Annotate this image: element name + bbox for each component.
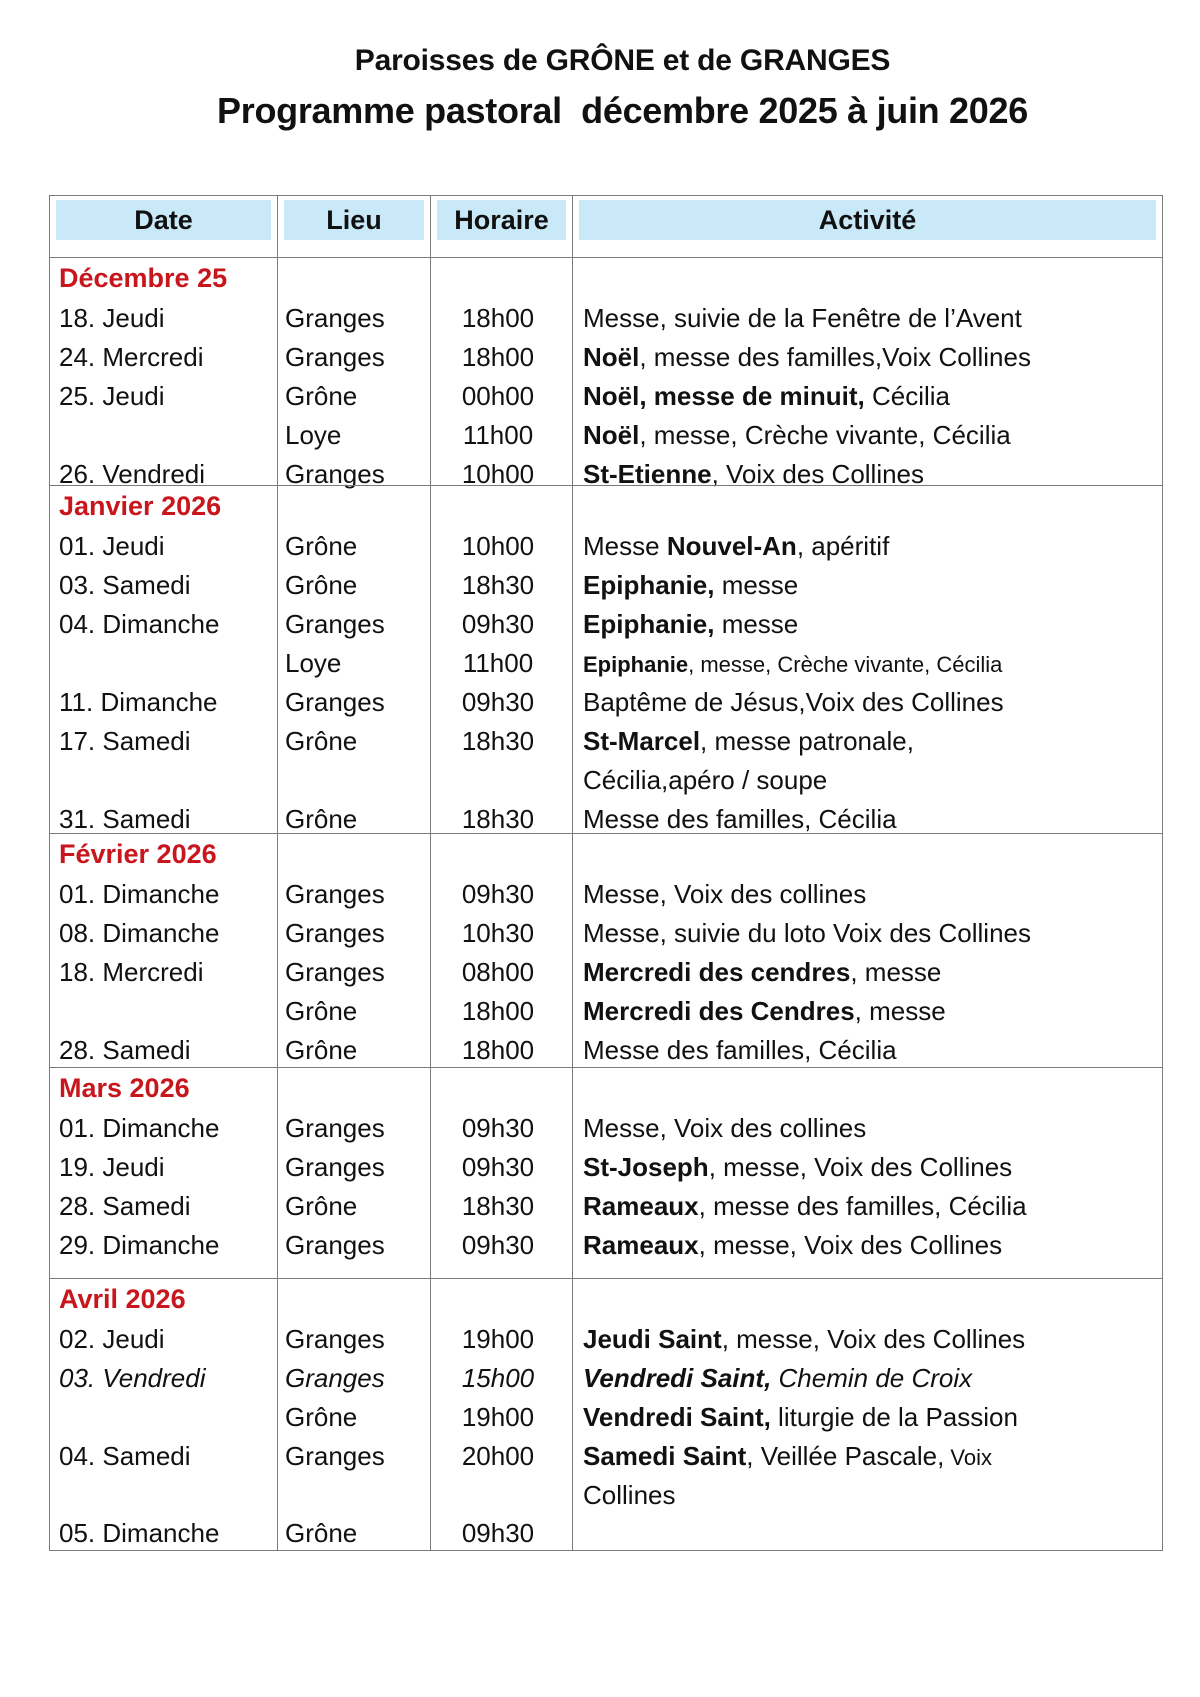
- table-row: [50, 1187, 1162, 1226]
- activite-text: , messe, Crèche vivante, Cécilia: [688, 652, 1003, 677]
- table-row: [50, 683, 1162, 722]
- activite-text: , messe des familles,Voix Collines: [639, 342, 1031, 372]
- activite-highlight: Epiphanie: [583, 652, 689, 677]
- activite-text: Messe, suivie de la Fenêtre de l’Avent: [583, 303, 1022, 333]
- activite-highlight: Rameaux: [583, 1230, 699, 1260]
- activite-cell: [583, 683, 1004, 722]
- date-cell: 01. Dimanche: [59, 879, 220, 909]
- date-cell: 17. Samedi: [59, 726, 191, 756]
- date-cell: 24. Mercredi: [59, 342, 204, 372]
- lieu-cell: Loye: [285, 420, 342, 450]
- horaire-cell: 18h00: [461, 1035, 535, 1065]
- horaire-cell: 09h30: [461, 1152, 535, 1182]
- lieu-cell: Granges: [285, 609, 385, 639]
- horaire-cell: 18h30: [461, 570, 535, 600]
- parish-title: Paroisses de GRÔNE et de GRANGES: [354, 44, 891, 77]
- lieu-cell: Grône: [285, 381, 358, 411]
- header-date: Date: [56, 200, 271, 240]
- month-title: Janvier 2026: [59, 491, 222, 521]
- month-title: Mars 2026: [59, 1073, 190, 1103]
- activite-highlight: Epiphanie,: [583, 570, 715, 600]
- date-cell: 03. Samedi: [59, 570, 191, 600]
- lieu-cell: Grône: [285, 531, 358, 561]
- activite-cell: [583, 1031, 897, 1070]
- table-row: [50, 527, 1162, 566]
- horaire-cell: 00h00: [461, 381, 535, 411]
- activite-cell: [583, 1359, 972, 1398]
- activite-highlight: Noël: [583, 420, 640, 450]
- lieu-cell: Grône: [285, 570, 358, 600]
- lieu-cell: Granges: [285, 1363, 385, 1393]
- activite-text: , messe: [854, 996, 946, 1026]
- table-row: [50, 644, 1162, 683]
- month-title: Avril 2026: [59, 1284, 186, 1314]
- lieu-cell: Granges: [285, 1324, 385, 1354]
- month-section: [50, 1067, 1162, 1278]
- horaire-cell: 11h00: [462, 648, 534, 678]
- activite-highlight: St-Etienne: [583, 459, 712, 489]
- date-cell: 02. Jeudi: [59, 1324, 165, 1354]
- activite-text: Messe des familles, Cécilia: [583, 804, 897, 834]
- activite-text: Chemin de Croix: [771, 1363, 973, 1393]
- month-section: [50, 1278, 1162, 1552]
- table-row: [50, 914, 1162, 953]
- lieu-cell: Granges: [285, 1113, 385, 1143]
- lieu-cell: Granges: [285, 459, 385, 489]
- activite-cell: [583, 1226, 1002, 1265]
- activite-cell: [583, 605, 798, 644]
- activite-text: , Voix des Collines: [711, 459, 925, 489]
- horaire-cell: 19h00: [461, 1324, 535, 1354]
- activite-highlight: Mercredi des cendres: [583, 957, 851, 987]
- activite-text: messe: [714, 570, 799, 600]
- horaire-cell: 09h30: [461, 1518, 535, 1548]
- table-row: [50, 722, 1162, 761]
- lieu-cell: Granges: [285, 1152, 385, 1182]
- date-cell: 08. Dimanche: [59, 918, 220, 948]
- activite-cell: [583, 416, 1011, 455]
- table-row: [50, 1031, 1162, 1070]
- lieu-cell: Granges: [285, 687, 385, 717]
- lieu-cell: Granges: [285, 342, 385, 372]
- horaire-cell: 10h00: [461, 531, 535, 561]
- date-cell: 11. Dimanche: [59, 687, 218, 717]
- table-row: [50, 992, 1162, 1031]
- activite-highlight: Noël: [583, 342, 640, 372]
- horaire-cell: 20h00: [461, 1441, 535, 1471]
- table-row: [50, 953, 1162, 992]
- date-cell: 28. Samedi: [59, 1035, 191, 1065]
- table-row: [50, 1398, 1162, 1437]
- activite-text: Messe, Voix des collines: [583, 879, 867, 909]
- activite-cell: [583, 338, 1031, 377]
- horaire-cell: 18h30: [461, 1191, 535, 1221]
- lieu-cell: Granges: [285, 1230, 385, 1260]
- horaire-cell: 10h30: [461, 918, 535, 948]
- horaire-cell: 09h30: [461, 1113, 535, 1143]
- date-cell: 04. Dimanche: [59, 609, 220, 639]
- activite-text: Messe, Voix des collines: [583, 1113, 867, 1143]
- activite-highlight: Rameaux: [583, 1191, 699, 1221]
- activite-cell: [583, 1187, 1027, 1226]
- activite-cell: [583, 1437, 992, 1477]
- activite-cell: [583, 914, 1031, 953]
- activite-continuation: Cécilia,apéro / soupe: [583, 765, 828, 795]
- horaire-cell: 09h30: [461, 687, 535, 717]
- activite-cell: [583, 1148, 1012, 1187]
- date-cell: 31. Samedi: [59, 804, 191, 834]
- horaire-cell: 18h00: [461, 342, 535, 372]
- horaire-cell: 15h00: [461, 1363, 535, 1393]
- month-section: [50, 833, 1162, 1067]
- table-row: [50, 566, 1162, 605]
- date-cell: 26. Vendredi: [59, 459, 206, 489]
- activite-highlight: Samedi Saint: [583, 1441, 747, 1471]
- activite-text: Messe des familles, Cécilia: [583, 1035, 897, 1065]
- date-cell: 03. Vendredi: [59, 1363, 206, 1393]
- lieu-cell: Grône: [285, 804, 358, 834]
- table-row: [50, 875, 1162, 914]
- activite-highlight: Jeudi Saint: [583, 1324, 722, 1354]
- activite-cell: [583, 299, 1022, 338]
- header-activite: Activité: [579, 200, 1156, 240]
- horaire-cell: 18h00: [461, 996, 535, 1026]
- table-row: [50, 1148, 1162, 1187]
- horaire-cell: 11h00: [462, 420, 534, 450]
- activite-text: , Veillée Pascale,: [746, 1441, 945, 1471]
- table-row: [50, 1109, 1162, 1148]
- date-cell: 25. Jeudi: [59, 381, 165, 411]
- activite-cell: [583, 1398, 1018, 1437]
- date-cell: 01. Dimanche: [59, 1113, 220, 1143]
- lieu-cell: Grône: [285, 1518, 358, 1548]
- activite-highlight: St-Marcel: [583, 726, 701, 756]
- table-row: [50, 299, 1162, 338]
- lieu-cell: Granges: [285, 303, 385, 333]
- activite-cell: [583, 527, 889, 566]
- activite-text: liturgie de la Passion: [770, 1402, 1018, 1432]
- lieu-cell: Grône: [285, 1402, 358, 1432]
- schedule-table: [49, 195, 1163, 1551]
- header-horaire: Horaire: [437, 200, 566, 240]
- date-cell: 18. Mercredi: [59, 957, 204, 987]
- table-row: [50, 1320, 1162, 1359]
- programme-title: Programme pastoral décembre 2025 à juin 2026: [217, 90, 1028, 131]
- table-row: [50, 1514, 1162, 1553]
- date-cell: 28. Samedi: [59, 1191, 191, 1221]
- lieu-cell: Loye: [285, 648, 342, 678]
- activite-text: messe: [714, 609, 799, 639]
- month-section: [50, 257, 1162, 489]
- lieu-cell: Grône: [285, 996, 358, 1026]
- table-row: [50, 1437, 1162, 1476]
- activite-cell: [583, 722, 914, 761]
- activite-cell: [583, 1109, 866, 1148]
- lieu-cell: Granges: [285, 1441, 385, 1471]
- table-row: [50, 1226, 1162, 1265]
- activite-continuation: Collines: [583, 1480, 676, 1510]
- activite-text: , messe, Voix des Collines: [708, 1152, 1013, 1182]
- activite-highlight: Noël, messe de minuit,: [583, 381, 865, 411]
- month-title: Février 2026: [59, 839, 217, 869]
- activite-text: , messe patronale,: [700, 726, 914, 756]
- date-cell: 19. Jeudi: [59, 1152, 165, 1182]
- lieu-cell: Granges: [285, 918, 385, 948]
- activite-highlight: Mercredi des Cendres: [583, 996, 855, 1026]
- activite-cell: [583, 377, 950, 416]
- month-title: Décembre 25: [59, 263, 228, 293]
- lieu-cell: Granges: [285, 879, 385, 909]
- date-cell: 01. Jeudi: [59, 531, 165, 561]
- horaire-cell: 09h30: [461, 609, 535, 639]
- horaire-cell: 18h30: [461, 804, 535, 834]
- activite-cell: [583, 992, 946, 1031]
- activite-text: Baptême de Jésus,Voix des Collines: [583, 687, 1004, 717]
- month-section: [50, 485, 1162, 833]
- horaire-cell: 09h30: [461, 879, 535, 909]
- table-row: [50, 377, 1162, 416]
- activite-text: , messe, Crèche vivante, Cécilia: [639, 420, 1011, 450]
- lieu-cell: Grône: [285, 726, 358, 756]
- activite-highlight: St-Joseph: [583, 1152, 709, 1182]
- activite-text: , messe, Voix des Collines: [721, 1324, 1026, 1354]
- activite-text: Cécilia: [864, 381, 950, 411]
- table-row: [50, 1359, 1162, 1398]
- activite-highlight: Epiphanie,: [583, 609, 715, 639]
- date-cell: 18. Jeudi: [59, 303, 165, 333]
- horaire-cell: 08h00: [461, 957, 535, 987]
- activite-text: , apéritif: [796, 531, 890, 561]
- table-row: [50, 605, 1162, 644]
- activite-cell: [583, 566, 798, 605]
- activite-text: , messe, Voix des Collines: [698, 1230, 1003, 1260]
- table-row: [50, 416, 1162, 455]
- horaire-cell: 18h30: [461, 726, 535, 756]
- lieu-cell: Grône: [285, 1035, 358, 1065]
- table-row: [50, 338, 1162, 377]
- activite-cell: [583, 953, 941, 992]
- date-cell: 29. Dimanche: [59, 1230, 220, 1260]
- activite-highlight: Nouvel-An: [666, 531, 797, 561]
- date-cell: 04. Samedi: [59, 1441, 191, 1471]
- activite-highlight: Vendredi Saint,: [583, 1363, 772, 1393]
- date-cell: 05. Dimanche: [59, 1518, 220, 1548]
- horaire-cell: 10h00: [461, 459, 535, 489]
- horaire-cell: 09h30: [461, 1230, 535, 1260]
- header-lieu: Lieu: [284, 200, 424, 240]
- lieu-cell: Granges: [285, 957, 385, 987]
- activite-cell: [583, 875, 866, 914]
- activite-text-small: Voix: [944, 1445, 992, 1470]
- activite-text: , messe: [850, 957, 942, 987]
- horaire-cell: 18h00: [461, 303, 535, 333]
- activite-prefix: Messe: [583, 531, 667, 561]
- activite-text: , messe des familles, Cécilia: [698, 1191, 1027, 1221]
- activite-text: Messe, suivie du loto Voix des Collines: [583, 918, 1032, 948]
- horaire-cell: 19h00: [461, 1402, 535, 1432]
- activite-cell: [583, 1320, 1025, 1359]
- activite-cell: [583, 644, 1002, 684]
- lieu-cell: Grône: [285, 1191, 358, 1221]
- activite-highlight: Vendredi Saint,: [583, 1402, 771, 1432]
